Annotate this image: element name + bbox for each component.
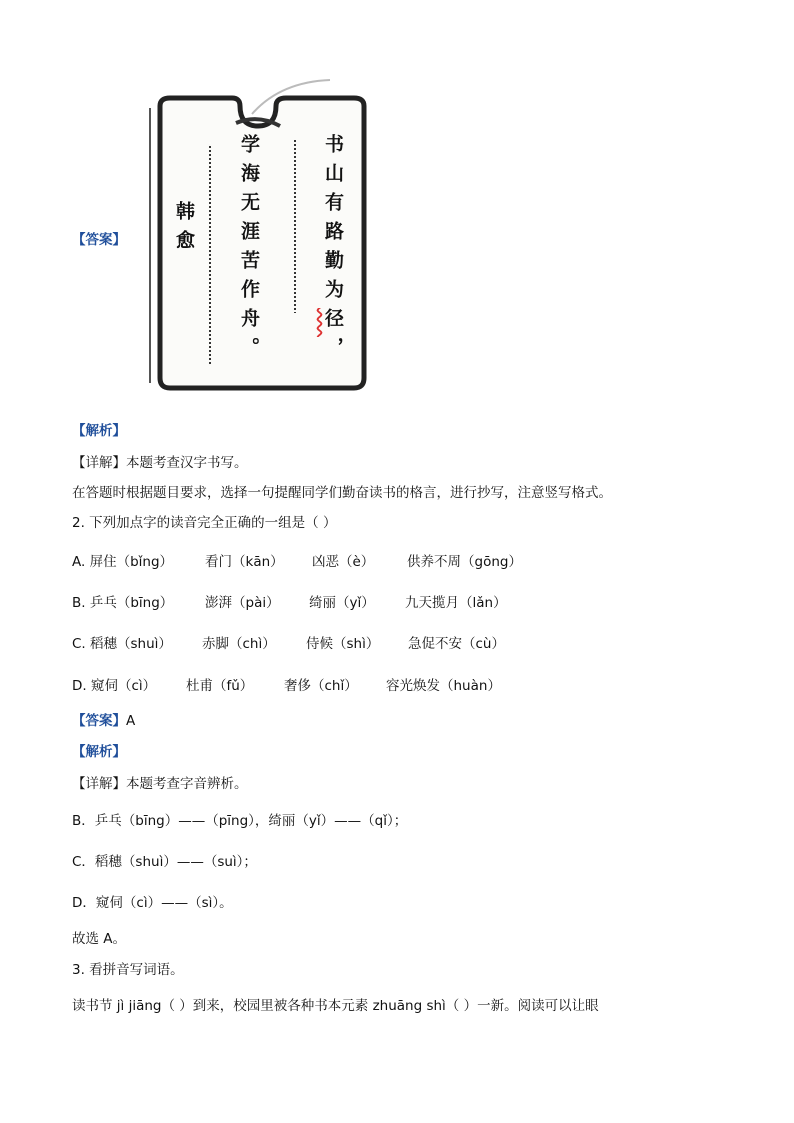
- q2-fix-c: C．稻穗（shuì）——（suì）；: [72, 854, 257, 870]
- q2-answer-value: A: [126, 713, 136, 729]
- q2-detail: [72, 774, 248, 794]
- analysis-tag: 【解析】: [72, 423, 126, 439]
- q2-analysis-tag: [72, 742, 126, 762]
- detail-tag: 【详解】: [72, 776, 126, 792]
- option-b-2: 澎湃（pài）: [205, 595, 280, 611]
- q2-conclusion: 故选 A。: [72, 931, 127, 947]
- option-c-1: C. 稻穗（shuì）: [72, 636, 172, 652]
- q1-analysis-tag: [72, 421, 126, 441]
- analysis-tag: 【解析】: [72, 744, 126, 760]
- option-b-4: 九天揽月（lǎn）: [405, 595, 507, 611]
- q2-fix-d: D．窥伺（cì）——（sì）。: [72, 895, 233, 911]
- q1-answer-tag: [72, 230, 126, 250]
- option-d-4: 容光焕发（huàn）: [386, 678, 501, 694]
- answer-tag: 【答案】: [72, 713, 126, 729]
- option-b-1: B. 乒乓（bīng）: [72, 595, 174, 611]
- option-a-2: 看门（kān）: [205, 554, 284, 570]
- bookmark-figure: [140, 78, 380, 403]
- option-d-2: 杜甫（fǔ）: [186, 678, 254, 694]
- option-d-3: 奢侈（chǐ）: [284, 678, 358, 694]
- q1-explain: 在答题时根据题目要求，选择一句提醒同学们勤奋读书的格言，进行抄写，注意竖写格式。: [72, 485, 612, 501]
- q2-detail-text: 本题考查字音辨析。: [126, 776, 248, 792]
- option-c-3: 侍候（shì）: [306, 636, 380, 652]
- quote-author: 韩愈: [173, 201, 195, 259]
- q2-fix-b: B．乒乓（bīng）——（pīng），绮丽（yǐ）——（qǐ）；: [72, 813, 408, 829]
- option-d-1: D. 窥伺（cì）: [72, 678, 157, 694]
- q3-text: 读书节 jì jiāng（ ）到来，校园里被各种书本元素 zhuāng shì（ ）一新。阅读可以让眼: [72, 998, 599, 1014]
- q1-detail: [72, 453, 248, 473]
- option-a-4: 供养不周（gōng）: [407, 554, 522, 570]
- option-c-4: 急促不安（cù）: [408, 636, 505, 652]
- quote-line-1-text: 书山有路勤为: [322, 134, 344, 308]
- q2-answer: [72, 711, 135, 731]
- quote-line-1-end: ，: [322, 337, 344, 366]
- q1-detail-text: 本题考查汉字书写。: [126, 455, 248, 471]
- quote-line-1: [320, 134, 347, 366]
- option-b-3: 绮丽（yǐ）: [309, 595, 375, 611]
- quote-line-2: 学海无涯苦作舟。: [238, 134, 260, 366]
- q3-question: 3. 看拼音写词语。: [72, 962, 184, 978]
- option-c-2: 赤脚（chì）: [202, 636, 276, 652]
- option-a-3: 凶恶（è）: [312, 554, 375, 570]
- answer-tag: 【答案】: [72, 232, 126, 248]
- option-a-1: A. 屏住（bǐng）: [72, 554, 174, 570]
- q2-question: 2. 下列加点字的读音完全正确的一组是（ ）: [72, 515, 337, 531]
- quote-red-char: 径: [322, 308, 344, 337]
- detail-tag: 【详解】: [72, 455, 126, 471]
